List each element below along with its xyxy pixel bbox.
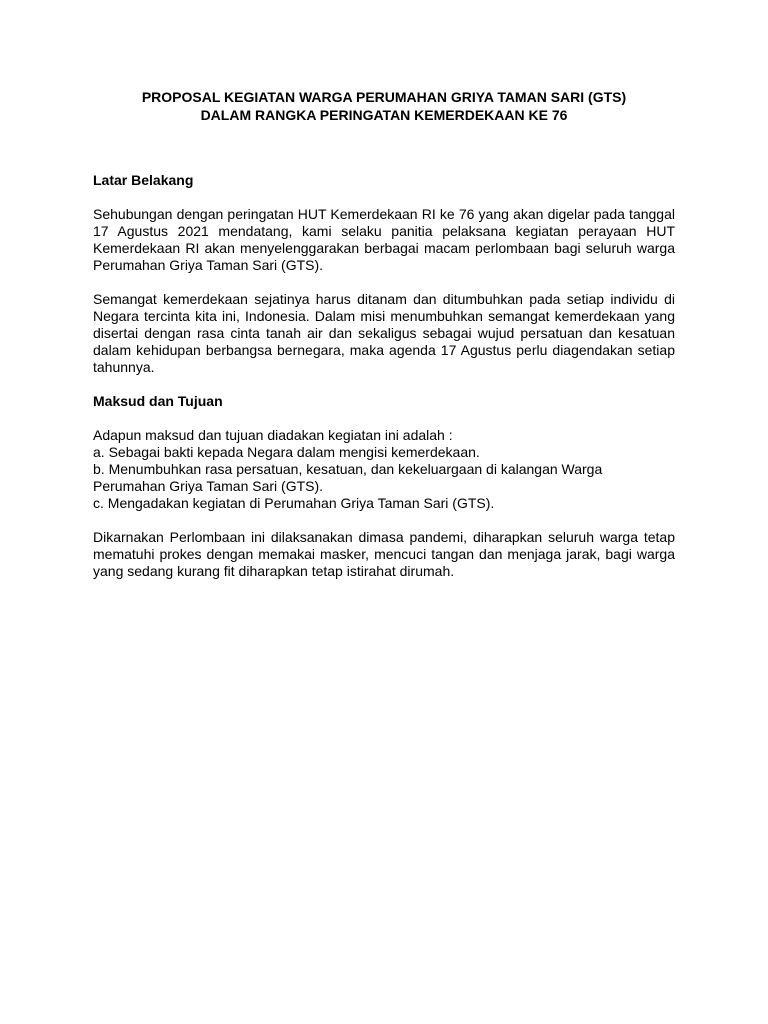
document-body — [93, 172, 675, 580]
document-title — [0, 88, 768, 124]
title-line-1: PROPOSAL KEGIATAN WARGA PERUMAHAN GRIYA TAMAN SARI (GTS) — [141, 89, 627, 105]
paragraph-maksud-intro: Adapun maksud dan tujuan diadakan kegiatan ini adalah : — [93, 427, 453, 443]
paragraph-latar-belakang-1: Sehubungan dengan peringatan HUT Kemerdekaan RI ke 76 yang akan digelar pada tanggal 17 Agustus 2021 mendatang, kami selaku panitia pelaksana kegiatan perayaan HUT Kemerdekaan RI akan menyelenggarakan berbagai macam perlombaan bagi seluruh warga Perumahan Griya Taman Sari (GTS). — [93, 206, 675, 273]
list-item: c. Mengadakan kegiatan di Perumahan Griya Taman Sari (GTS). — [93, 495, 495, 511]
list-item: a. Sebagai bakti kepada Negara dalam mengisi kemerdekaan. — [93, 444, 480, 460]
paragraph-latar-belakang-2: Semangat kemerdekaan sejatinya harus ditanam dan ditumbuhkan pada setiap individu di Negara tercinta kita ini, Indonesia. Dalam misi menumbuhkan semangat kemerdekaan yang disertai dengan rasa cinta tanah air dan sekaligus sebagai wujud persatuan dan kesatuan dalam kehidupan berbangsa bernegara, maka agenda 17 Agustus perlu diagendakan setiap tahunnya. — [93, 291, 675, 375]
paragraph-closing: Dikarnakan Perlombaan ini dilaksanakan dimasa pandemi, diharapkan seluruh warga tetap mematuhi prokes dengan memakai masker, mencuci tangan dan menjaga jarak, bagi warga yang sedang kurang fit diharapkan tetap istirahat dirumah. — [93, 529, 675, 579]
list-item: Perumahan Griya Taman Sari (GTS). — [93, 478, 324, 494]
list-item: b. Menumbuhkan rasa persatuan, kesatuan, dan kekeluargaan di kalangan Warga — [93, 461, 603, 477]
title-line-2: DALAM RANGKA PERINGATAN KEMERDEKAAN KE 76 — [200, 107, 568, 123]
section-heading-maksud-tujuan: Maksud dan Tujuan — [93, 393, 223, 409]
section-heading-latar-belakang: Latar Belakang — [93, 172, 194, 188]
